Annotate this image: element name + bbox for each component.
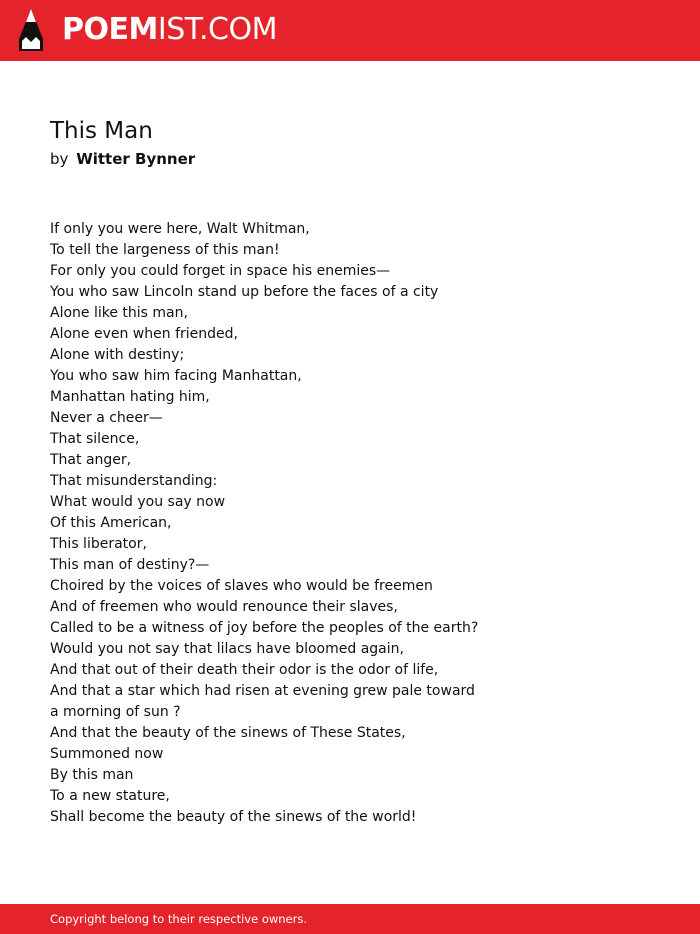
poem-line: Would you not say that lilacs have bloomed again, — [50, 641, 404, 657]
poem-line: If only you were here, Walt Whitman, — [50, 221, 310, 237]
poem-line: Called to be a witness of joy before the peoples of the earth? — [50, 620, 479, 636]
site-header — [0, 0, 700, 61]
logo-brand-light: IST.COM — [157, 12, 277, 47]
poem-line: To a new stature, — [50, 788, 170, 804]
poem-line: And that the beauty of the sinews of These States, — [50, 725, 406, 741]
poem-line: You who saw him facing Manhattan, — [50, 368, 302, 384]
poem-line: That silence, — [50, 431, 140, 447]
poem-line: For only you could forget in space his enemies— — [50, 263, 391, 279]
poem-byline — [50, 149, 195, 169]
poem-line: What would you say now — [50, 494, 226, 510]
poem-line: That misunderstanding: — [50, 473, 218, 489]
poem-body — [50, 219, 478, 828]
by-label: by — [50, 150, 69, 168]
poem-line: Choired by the voices of slaves who would be freemen — [50, 578, 433, 594]
poem-line: Alone with destiny; — [50, 347, 185, 363]
site-logo[interactable] — [62, 10, 277, 50]
poem-line: Of this American, — [50, 515, 172, 531]
logo-brand-bold: POEM — [62, 12, 158, 47]
poem-line: Summoned now — [50, 746, 164, 762]
poem-line: This man of destiny?— — [50, 557, 210, 573]
poem-title: This Man — [50, 118, 153, 144]
poem-line: To tell the largeness of this man! — [50, 242, 280, 258]
site-footer — [0, 904, 700, 934]
poem-line: Alone even when friended, — [50, 326, 238, 342]
copyright-notice: Copyright belong to their respective owners. — [50, 912, 308, 926]
pencil-tip-icon[interactable] — [17, 9, 45, 53]
poem-line: Shall become the beauty of the sinews of the world! — [50, 809, 417, 825]
poem-line: Never a cheer— — [50, 410, 163, 426]
poem-line: This liberator, — [50, 536, 147, 552]
poem-line: Manhattan hating him, — [50, 389, 210, 405]
poem-line: And of freemen who would renounce their slaves, — [50, 599, 398, 615]
poem-author: Witter Bynner — [76, 150, 196, 168]
poem-line: And that out of their death their odor is the odor of life, — [50, 662, 439, 678]
poem-line: You who saw Lincoln stand up before the faces of a city — [50, 284, 439, 300]
poem-line: Alone like this man, — [50, 305, 188, 321]
poem-line: And that a star which had risen at evening grew pale toward — [50, 683, 475, 699]
poem-line: a morning of sun ? — [50, 704, 181, 720]
poem-line: By this man — [50, 767, 134, 783]
poem-line: That anger, — [50, 452, 132, 468]
